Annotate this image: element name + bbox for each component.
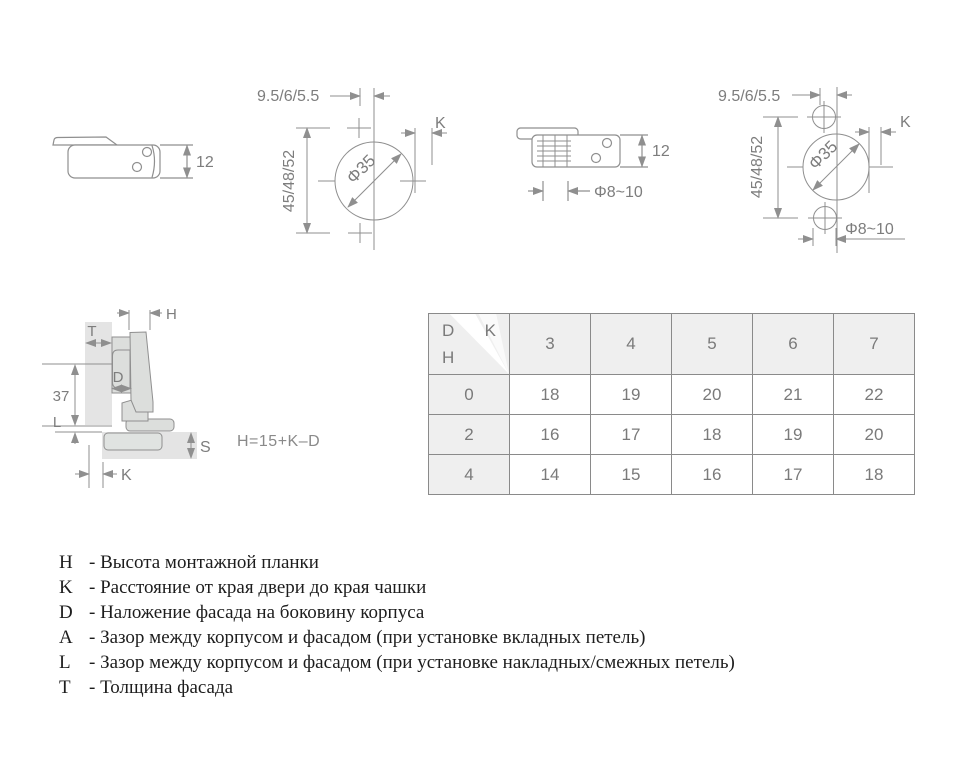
dim-h-label: H <box>166 306 177 323</box>
dim-k-label: K <box>900 114 911 131</box>
legend-letter: A <box>59 627 73 648</box>
corner-label-k: K <box>484 321 496 340</box>
col-header: 5 <box>672 314 753 375</box>
screw-hole-cross <box>347 118 371 138</box>
hinge-cup-side-view <box>40 110 240 210</box>
legend-letter: L <box>59 652 71 673</box>
table-header-row <box>429 314 915 375</box>
drill-diagram-screw-on <box>250 75 485 265</box>
dim-thickness-label: 12 <box>196 154 214 171</box>
dim-t-label: T <box>87 323 97 340</box>
legend-item <box>56 575 735 600</box>
drill-diagram-dowelled <box>695 75 960 265</box>
table-cell: 16 <box>510 415 591 455</box>
dim-spacing-label: 45/48/52 <box>281 149 298 213</box>
legend-letter: H <box>59 552 73 573</box>
legend <box>56 550 735 700</box>
dim-thickness-label: 12 <box>652 143 670 160</box>
table-row <box>429 455 915 495</box>
table-cell: 16 <box>672 455 753 495</box>
corner-label-h: H <box>442 348 455 367</box>
dowel-hole-cross <box>807 101 841 133</box>
table-cell: 15 <box>591 455 672 495</box>
legend-item <box>56 600 735 625</box>
table-cell: 18 <box>672 415 753 455</box>
legend-letter: T <box>59 677 71 698</box>
table-cell: 21 <box>753 375 834 415</box>
table-cell: 14 <box>510 455 591 495</box>
table-cell: 18 <box>834 455 915 495</box>
dim-37-label: 37 <box>52 388 70 405</box>
legend-text: - Высота монтажной планки <box>89 552 319 573</box>
corner-label-d: D <box>442 321 455 340</box>
table-row <box>429 375 915 415</box>
legend-text: - Расстояние от края двери до края чашки <box>89 577 427 598</box>
table-corner-cell <box>429 314 510 375</box>
mounting-plate-base <box>104 433 162 450</box>
legend-text: - Зазор между корпусом и фасадом (при установке накладных/смежных петель) <box>89 652 735 673</box>
dim-l-label: L <box>52 414 62 431</box>
dim-offset-label: 9.5/6/5.5 <box>718 88 781 105</box>
col-header: 3 <box>510 314 591 375</box>
cup-flange-shape <box>53 137 117 145</box>
dim-dowel-label: Φ8~10 <box>594 184 643 201</box>
table-cell: 19 <box>753 415 834 455</box>
table-cell: 20 <box>834 415 915 455</box>
hinge-arm <box>130 332 153 412</box>
legend-text: - Толщина фасада <box>89 677 234 698</box>
corner-diagonal-wedge <box>429 314 509 374</box>
overlay-table <box>428 313 915 495</box>
legend-letter: K <box>59 577 73 598</box>
table-cell: 19 <box>591 375 672 415</box>
hinge-cross-section <box>40 300 250 495</box>
dim-offset-label: 9.5/6/5.5 <box>257 88 320 105</box>
table-row <box>429 415 915 455</box>
dim-cup-diameter-label: Φ35 <box>804 136 842 174</box>
dim-s-label: S <box>200 439 211 456</box>
dim-d-label: D <box>112 369 124 386</box>
legend-letter: D <box>59 602 73 623</box>
hinge-cup-dowel-side-view <box>490 105 680 205</box>
cup-body-shape <box>68 145 160 178</box>
dim-spacing-label: 45/48/52 <box>749 135 766 199</box>
row-header: 4 <box>429 455 510 495</box>
dim-k-label: K <box>435 115 446 132</box>
table-cell: 18 <box>510 375 591 415</box>
legend-item <box>56 625 735 650</box>
col-header: 4 <box>591 314 672 375</box>
screw-hole-cross <box>348 223 372 243</box>
dim-dowel-label: Φ8~10 <box>845 221 894 238</box>
legend-text: - Наложение фасада на боковину корпуса <box>89 602 425 623</box>
col-header: 6 <box>753 314 834 375</box>
col-header: 7 <box>834 314 915 375</box>
row-header: 2 <box>429 415 510 455</box>
dim-k-label: K <box>121 467 132 484</box>
dim-cup-diameter-label: Φ35 <box>342 150 380 188</box>
table-cell: 22 <box>834 375 915 415</box>
legend-text: - Зазор между корпусом и фасадом (при установке вкладных петель) <box>89 627 646 648</box>
table-cell: 17 <box>753 455 834 495</box>
legend-item <box>56 650 735 675</box>
table-cell: 17 <box>591 415 672 455</box>
legend-item <box>56 550 735 575</box>
row-header: 0 <box>429 375 510 415</box>
table-cell: 20 <box>672 375 753 415</box>
legend-item <box>56 675 735 700</box>
height-formula: H=15+K–D <box>237 433 321 450</box>
